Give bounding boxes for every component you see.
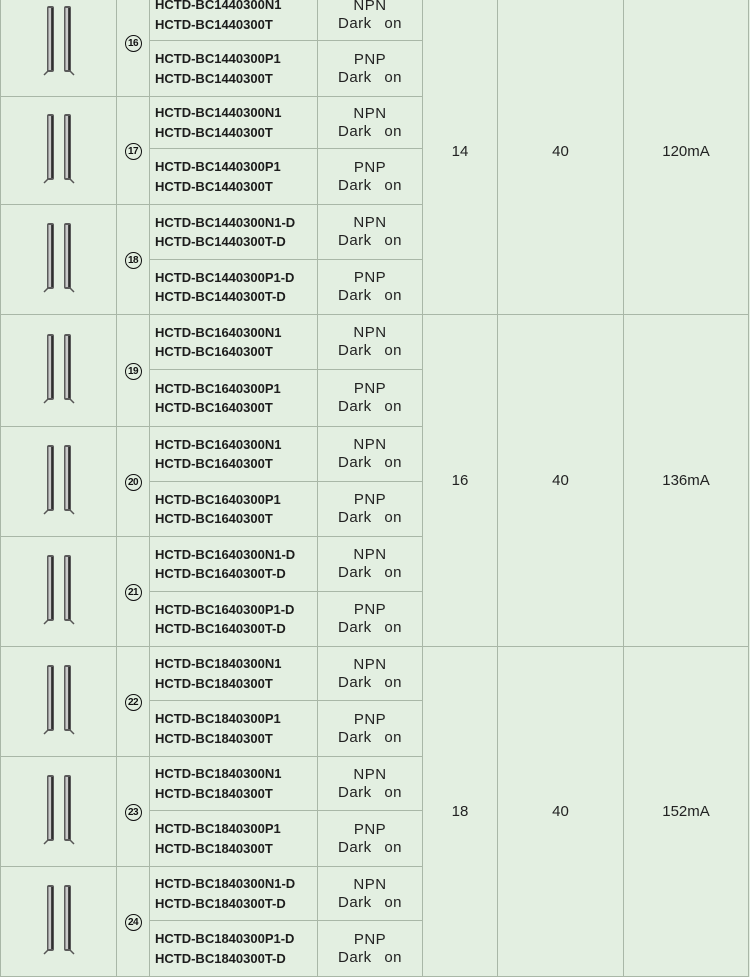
output-mode: Dark on [337,232,403,249]
output-mode: Dark on [337,564,403,581]
light-curtain-pair-icon [39,63,79,80]
model-cell [150,537,318,592]
model-cell [150,867,318,921]
model-cell [150,315,318,370]
product-number-cell [117,867,150,977]
output-cell [318,537,423,592]
model-cell [150,592,318,647]
light-curtain-pair-icon [39,171,79,188]
beam-count: 18 [423,647,498,977]
product-image-cell [1,97,117,205]
output-mode: Dark on [337,948,403,966]
model-number: HCTD-BC1840300T [155,675,273,691]
model-number: HCTD-BC1840300T [155,840,273,856]
output-cell [318,647,423,701]
output-cell [318,921,423,977]
model-cell [150,427,318,482]
output-mode: Dark on [337,509,403,526]
table-row [1,0,749,41]
product-number-cell [117,0,150,97]
output-type: NPN [353,324,387,341]
model-number: HCTD-BC1640300N1 [155,436,282,452]
light-curtain-pair-icon [39,942,79,959]
product-image-cell [1,205,117,315]
light-curtain-pair-icon [39,502,79,519]
model-cell [150,921,318,977]
model-cell [150,482,318,537]
product-number-cell [117,427,150,537]
product-number-cell [117,757,150,867]
output-type: PNP [353,158,387,176]
output-mode: Dark on [337,398,403,415]
output-cell [318,370,423,427]
model-number: HCTD-BC1640300T [155,400,273,415]
model-number: HCTD-BC1640300P1 [155,491,281,507]
output-mode: Dark on [337,728,403,746]
output-cell [318,315,423,370]
output-type: PNP [353,269,387,286]
product-number-cell [117,315,150,427]
product-number: 24 [125,914,142,931]
model-number: HCTD-BC1440300P1-D [155,269,295,285]
model-number: HCTD-BC1440300T-D [155,289,286,304]
output-mode: Dark on [337,287,403,304]
product-number-cell [117,205,150,315]
model-number: HCTD-BC1840300T [155,730,273,746]
product-number: 17 [125,143,142,160]
beam-count: 14 [423,0,498,315]
model-number: HCTD-BC1840300N1 [155,766,282,781]
output-cell [318,427,423,482]
product-image-cell [1,315,117,427]
beam-count: 16 [423,315,498,647]
output-mode: Dark on [337,838,403,856]
model-cell [150,370,318,427]
output-cell [318,205,423,260]
model-cell [150,0,318,41]
output-cell [318,811,423,867]
product-number-cell [117,537,150,647]
model-number: HCTD-BC1840300T [155,785,273,801]
output-mode: Dark on [337,342,403,359]
output-mode: Dark on [337,783,403,801]
output-mode: Dark on [337,68,403,86]
output-type: PNP [353,820,387,838]
model-number: HCTD-BC1640300T [155,456,273,471]
model-number: HCTD-BC1640300T-D [155,566,286,581]
output-cell [318,0,423,41]
current-consumption: 120mA [624,0,749,315]
model-number: HCTD-BC1440300N1-D [155,214,296,230]
output-mode: Dark on [337,893,403,911]
model-number: HCTD-BC1640300T [155,344,273,359]
model-number: HCTD-BC1440300P1 [155,51,281,66]
model-cell [150,205,318,260]
product-number-cell [117,97,150,205]
product-image-cell [1,427,117,537]
model-number: HCTD-BC1640300N1 [155,324,282,340]
product-image-cell [1,757,117,867]
model-number: HCTD-BC1640300N1-D [155,546,296,562]
model-cell [150,41,318,97]
output-type: NPN [353,546,387,563]
output-cell [318,701,423,757]
model-number: HCTD-BC1840300T-D [155,950,286,966]
model-cell [150,811,318,867]
model-cell [150,701,318,757]
table-row [1,647,749,701]
output-mode: Dark on [337,619,403,636]
light-curtain-pair-icon [39,832,79,849]
product-number-cell [117,647,150,757]
model-number: HCTD-BC1840300N1-D [155,876,296,891]
frequency: 40 [498,315,624,647]
product-number: 19 [125,363,142,380]
model-cell [150,757,318,811]
output-cell [318,757,423,811]
product-image-cell [1,537,117,647]
model-number: HCTD-BC1840300N1 [155,656,282,671]
model-cell [150,149,318,205]
product-number: 21 [125,584,142,601]
model-number: HCTD-BC1440300T [155,124,273,140]
output-type: PNP [353,601,387,618]
light-curtain-pair-icon [39,722,79,739]
model-number: HCTD-BC1640300P1-D [155,601,295,617]
output-type: NPN [353,765,387,783]
model-number: HCTD-BC1640300T-D [155,621,286,636]
light-curtain-pair-icon [39,612,79,629]
model-cell [150,647,318,701]
product-number: 20 [125,474,142,491]
product-image-cell [1,647,117,757]
output-type: NPN [353,0,387,14]
output-cell [318,41,423,97]
light-curtain-pair-icon [39,391,79,408]
model-number: HCTD-BC1440300T-D [155,234,286,249]
model-number: HCTD-BC1640300P1 [155,380,281,396]
output-type: NPN [353,875,387,893]
output-type: NPN [353,436,387,453]
output-type: PNP [353,930,387,948]
output-mode: Dark on [337,454,403,471]
frequency: 40 [498,0,624,315]
model-number: HCTD-BC1440300T [155,16,273,32]
output-cell [318,149,423,205]
output-type: NPN [353,214,387,231]
output-cell [318,260,423,315]
current-consumption: 136mA [624,315,749,647]
model-cell [150,260,318,315]
product-number: 22 [125,694,142,711]
output-cell [318,482,423,537]
output-cell [318,592,423,647]
table-row [1,315,749,370]
model-number: HCTD-BC1840300T-D [155,895,286,911]
model-cell [150,97,318,149]
output-type: NPN [353,655,387,673]
current-consumption: 152mA [624,647,749,977]
output-cell [318,97,423,149]
output-type: PNP [353,50,387,68]
model-number: HCTD-BC1440300N1 [155,105,282,120]
model-number: HCTD-BC1840300P1 [155,711,281,726]
product-image-cell [1,867,117,977]
output-mode: Dark on [337,176,403,194]
model-number: HCTD-BC1640300T [155,511,273,526]
output-cell [318,867,423,921]
model-number: HCTD-BC1440300P1 [155,159,281,174]
frequency: 40 [498,647,624,977]
output-type: PNP [353,380,387,397]
output-type: PNP [353,491,387,508]
light-curtain-pair-icon [39,280,79,297]
output-type: NPN [353,104,387,122]
product-number: 16 [125,35,142,52]
model-number: HCTD-BC1440300N1 [155,0,282,12]
output-mode: Dark on [337,122,403,140]
product-number: 18 [125,252,142,269]
product-number: 23 [125,804,142,821]
output-mode: Dark on [337,673,403,691]
output-mode: Dark on [337,14,403,32]
output-type: PNP [353,710,387,728]
model-number: HCTD-BC1840300P1-D [155,931,295,946]
model-number: HCTD-BC1840300P1 [155,821,281,836]
model-number: HCTD-BC1440300T [155,70,273,86]
model-number: HCTD-BC1440300T [155,178,273,194]
product-image-cell [1,0,117,97]
